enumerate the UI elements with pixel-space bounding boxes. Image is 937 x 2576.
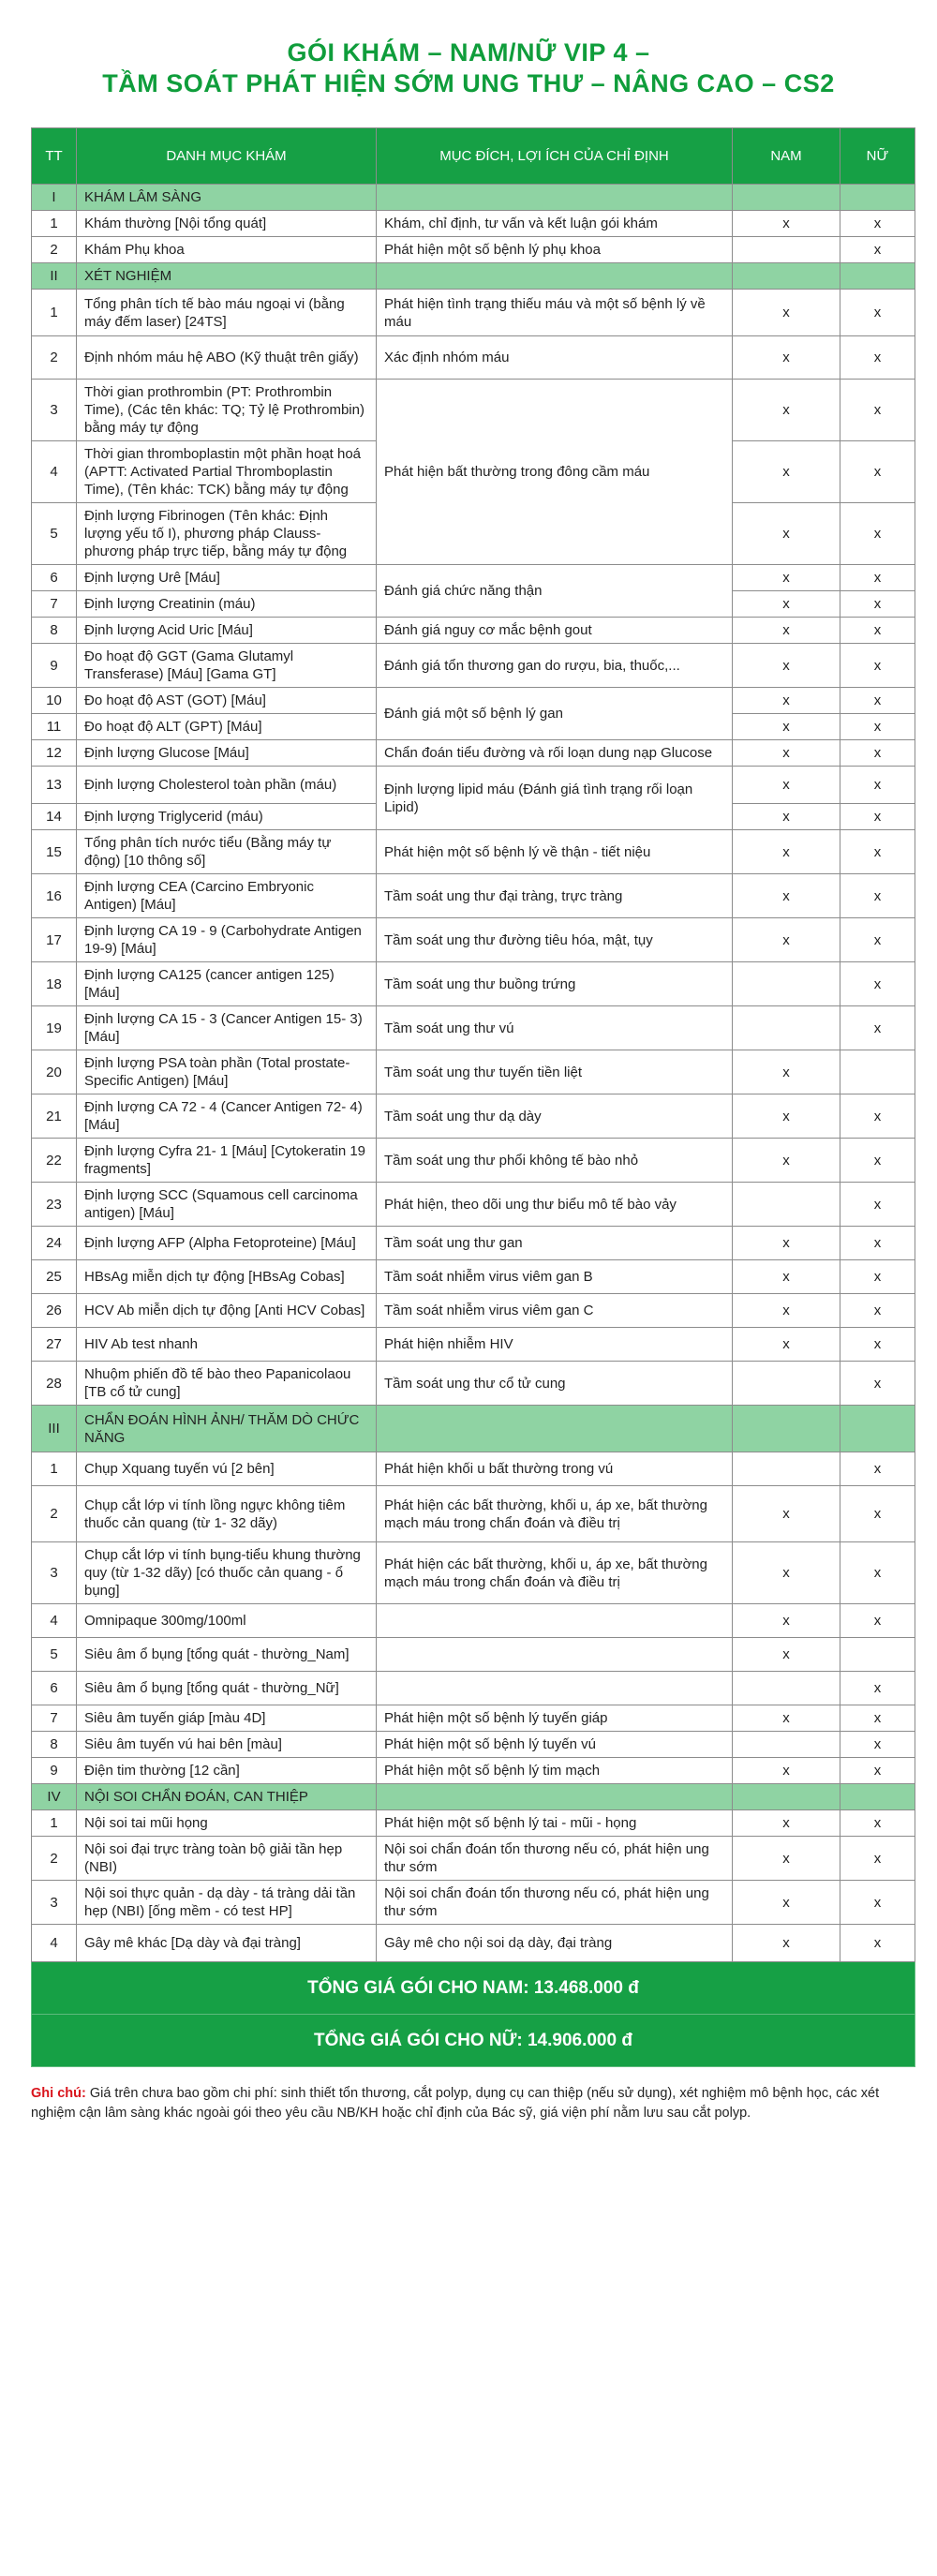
exam-item: Định lượng Fibrinogen (Tên khác: Định lượng yếu tố I), phương pháp Clauss- phương pháp trực tiếp, bằng máy tự động	[77, 503, 377, 565]
exam-item: Định lượng Cholesterol toàn phần (máu)	[77, 767, 377, 804]
nu-mark: x	[840, 441, 915, 503]
row-number: 5	[32, 503, 77, 565]
nam-mark: x	[733, 618, 840, 644]
row-number: 8	[32, 618, 77, 644]
table-row	[32, 740, 915, 767]
exam-purpose: Tầm soát ung thư tuyến tiền liệt	[377, 1050, 733, 1094]
table-row	[32, 1542, 915, 1604]
nam-mark: x	[733, 1881, 840, 1925]
nu-mark: x	[840, 962, 915, 1006]
row-number: 10	[32, 688, 77, 714]
exam-item: Định lượng Cyfra 21- 1 [Máu] [Cytokeratin 19 fragments]	[77, 1139, 377, 1183]
exam-item: Omnipaque 300mg/100ml	[77, 1604, 377, 1638]
section-row	[32, 1784, 915, 1810]
section-row	[32, 263, 915, 290]
table-row	[32, 874, 915, 918]
nu-mark: x	[840, 1139, 915, 1183]
row-number: 24	[32, 1227, 77, 1260]
table-row	[32, 1925, 915, 1962]
row-number: 6	[32, 565, 77, 591]
table-row	[32, 290, 915, 336]
table-row	[32, 336, 915, 380]
exam-item: Tổng phân tích nước tiểu (Bằng máy tự động) [10 thông số]	[77, 830, 377, 874]
nam-mark: x	[733, 804, 840, 830]
row-number: 25	[32, 1260, 77, 1294]
nam-mark: x	[733, 740, 840, 767]
nu-mark: x	[840, 918, 915, 962]
exam-item: Chụp cắt lớp vi tính lồng ngực không tiêm thuốc cản quang (từ 1- 32 dãy)	[77, 1486, 377, 1542]
exam-purpose: Đánh giá nguy cơ mắc bệnh gout	[377, 618, 733, 644]
nam-mark: x	[733, 591, 840, 618]
exam-item: Nội soi đại trực tràng toàn bộ giải tần hẹp (NBI)	[77, 1837, 377, 1881]
nam-mark: x	[733, 441, 840, 503]
table-row	[32, 1758, 915, 1784]
nu-mark: x	[840, 767, 915, 804]
exam-purpose: Phát hiện nhiễm HIV	[377, 1328, 733, 1362]
row-number: 2	[32, 1486, 77, 1542]
exam-purpose: Đánh giá tổn thương gan do rượu, bia, thuốc,...	[377, 644, 733, 688]
row-number: 4	[32, 1925, 77, 1962]
section-fill	[840, 263, 915, 290]
table-row	[32, 644, 915, 688]
exam-purpose: Phát hiện khối u bất thường trong vú	[377, 1452, 733, 1486]
exam-item: Định lượng Glucose [Máu]	[77, 740, 377, 767]
section-fill	[733, 185, 840, 211]
header-nam: NAM	[733, 128, 840, 185]
section-fill	[377, 1784, 733, 1810]
exam-purpose: Xác định nhóm máu	[377, 336, 733, 380]
nu-mark: x	[840, 1486, 915, 1542]
exam-item: Siêu âm ổ bụng [tổng quát - thường_Nam]	[77, 1638, 377, 1672]
nam-mark	[733, 1362, 840, 1406]
section-fill	[377, 185, 733, 211]
exam-purpose: Tầm soát ung thư đại tràng, trực tràng	[377, 874, 733, 918]
exam-item: Đo hoạt độ ALT (GPT) [Máu]	[77, 714, 377, 740]
table-row	[32, 565, 915, 591]
row-number: 2	[32, 237, 77, 263]
table-row	[32, 1050, 915, 1094]
table-row	[32, 1810, 915, 1837]
nu-mark: x	[840, 618, 915, 644]
section-name: KHÁM LÂM SÀNG	[77, 185, 377, 211]
nu-mark: x	[840, 688, 915, 714]
nam-mark	[733, 962, 840, 1006]
exam-item: HIV Ab test nhanh	[77, 1328, 377, 1362]
table-body	[32, 185, 915, 1962]
table-row	[32, 688, 915, 714]
table-row	[32, 1294, 915, 1328]
page-title	[0, 37, 937, 99]
nam-mark	[733, 1732, 840, 1758]
nam-mark: x	[733, 767, 840, 804]
table-row	[32, 380, 915, 441]
nu-mark: x	[840, 1837, 915, 1881]
table-row	[32, 211, 915, 237]
nu-mark: x	[840, 644, 915, 688]
row-number: 21	[32, 1094, 77, 1139]
row-number: 7	[32, 591, 77, 618]
nam-mark: x	[733, 1050, 840, 1094]
nam-mark: x	[733, 644, 840, 688]
row-number: 4	[32, 441, 77, 503]
nam-mark: x	[733, 1638, 840, 1672]
nu-mark: x	[840, 1604, 915, 1638]
exam-purpose: Nội soi chẩn đoán tổn thương nếu có, phát hiện ung thư sớm	[377, 1837, 733, 1881]
nam-mark: x	[733, 336, 840, 380]
row-number: 14	[32, 804, 77, 830]
exam-item: Định lượng Acid Uric [Máu]	[77, 618, 377, 644]
footnote-label: Ghi chú:	[31, 2086, 86, 2101]
nu-mark: x	[840, 1810, 915, 1837]
nam-mark: x	[733, 565, 840, 591]
table-row	[32, 1139, 915, 1183]
exam-item: Định nhóm máu hệ ABO (Kỹ thuật trên giấy)	[77, 336, 377, 380]
nu-mark: x	[840, 380, 915, 441]
table-row	[32, 1705, 915, 1732]
exam-item: Nhuộm phiến đồ tế bào theo Papanicolaou [TB cổ tử cung]	[77, 1362, 377, 1406]
exam-purpose: Phát hiện các bất thường, khối u, áp xe, bất thường mạch máu trong chẩn đoán và điều trị	[377, 1486, 733, 1542]
title-line-1: GÓI KHÁM – NAM/NỮ VIP 4 –	[287, 38, 650, 67]
nam-mark: x	[733, 1925, 840, 1962]
nam-mark: x	[733, 1486, 840, 1542]
nam-mark: x	[733, 688, 840, 714]
nu-mark: x	[840, 211, 915, 237]
footnote	[31, 2084, 915, 2123]
row-number: 2	[32, 336, 77, 380]
nu-mark: x	[840, 1452, 915, 1486]
nam-mark: x	[733, 830, 840, 874]
table-row	[32, 962, 915, 1006]
nu-mark: x	[840, 1260, 915, 1294]
nam-mark: x	[733, 1294, 840, 1328]
nu-mark: x	[840, 1328, 915, 1362]
table-row	[32, 918, 915, 962]
total-nam: TỔNG GIÁ GÓI CHO NAM: 13.468.000 đ	[32, 1962, 915, 2015]
row-number: 22	[32, 1139, 77, 1183]
table-row	[32, 1638, 915, 1672]
nam-mark	[733, 1672, 840, 1705]
nu-mark: x	[840, 1758, 915, 1784]
exam-item: Tổng phân tích tế bào máu ngoại vi (bằng máy đếm laser) [24TS]	[77, 290, 377, 336]
exam-item: Siêu âm tuyến giáp [màu 4D]	[77, 1705, 377, 1732]
row-number: 6	[32, 1672, 77, 1705]
header-danh-muc: DANH MỤC KHÁM	[77, 128, 377, 185]
row-number: 4	[32, 1604, 77, 1638]
exam-item: Khám Phụ khoa	[77, 237, 377, 263]
nu-mark: x	[840, 1294, 915, 1328]
exam-purpose: Phát hiện một số bệnh lý tuyến giáp	[377, 1705, 733, 1732]
table-row	[32, 1183, 915, 1227]
row-number: 9	[32, 644, 77, 688]
section-fill	[733, 263, 840, 290]
exam-purpose: Tầm soát nhiễm virus viêm gan B	[377, 1260, 733, 1294]
section-name: XÉT NGHIỆM	[77, 263, 377, 290]
exam-item: Định lượng PSA toàn phần (Total prostate-Specific Antigen) [Máu]	[77, 1050, 377, 1094]
nam-mark: x	[733, 1260, 840, 1294]
total-row-nu	[32, 2015, 915, 2067]
nam-mark: x	[733, 211, 840, 237]
nu-mark: x	[840, 1732, 915, 1758]
section-fill	[840, 1406, 915, 1452]
section-fill	[840, 1784, 915, 1810]
table-row	[32, 1604, 915, 1638]
exam-item: HBsAg miễn dịch tự động [HBsAg Cobas]	[77, 1260, 377, 1294]
exam-item: Khám thường [Nội tổng quát]	[77, 211, 377, 237]
nu-mark	[840, 1638, 915, 1672]
nam-mark: x	[733, 1758, 840, 1784]
table-row	[32, 1227, 915, 1260]
section-roman: III	[32, 1406, 77, 1452]
row-number: 17	[32, 918, 77, 962]
section-fill	[733, 1406, 840, 1452]
table-row	[32, 1452, 915, 1486]
exam-purpose: Gây mê cho nội soi dạ dày, đại tràng	[377, 1925, 733, 1962]
section-name: NỘI SOI CHẨN ĐOÁN, CAN THIỆP	[77, 1784, 377, 1810]
exam-item: Nội soi thực quản - dạ dày - tá tràng dải tần hẹp (NBI) [ống mềm - có test HP]	[77, 1881, 377, 1925]
nu-mark: x	[840, 1094, 915, 1139]
exam-purpose: Tầm soát ung thư buồng trứng	[377, 962, 733, 1006]
nam-mark: x	[733, 1227, 840, 1260]
exam-purpose: Phát hiện bất thường trong đông cầm máu	[377, 380, 733, 565]
nam-mark: x	[733, 290, 840, 336]
nu-mark: x	[840, 1925, 915, 1962]
row-number: 12	[32, 740, 77, 767]
exam-purpose: Phát hiện một số bệnh lý về thận - tiết niệu	[377, 830, 733, 874]
exam-purpose: Tầm soát ung thư đường tiêu hóa, mật, tụy	[377, 918, 733, 962]
nam-mark	[733, 237, 840, 263]
table-row	[32, 830, 915, 874]
nu-mark: x	[840, 1006, 915, 1050]
row-number: 8	[32, 1732, 77, 1758]
exam-item: Điện tim thường [12 cần]	[77, 1758, 377, 1784]
exam-purpose: Chẩn đoán tiểu đường và rối loạn dung nạp Glucose	[377, 740, 733, 767]
exam-purpose: Đánh giá chức năng thận	[377, 565, 733, 618]
section-roman: I	[32, 185, 77, 211]
nu-mark: x	[840, 591, 915, 618]
row-number: 19	[32, 1006, 77, 1050]
table-row	[32, 767, 915, 804]
row-number: 1	[32, 211, 77, 237]
exam-item: Định lượng AFP (Alpha Fetoproteine) [Máu]	[77, 1227, 377, 1260]
section-roman: IV	[32, 1784, 77, 1810]
exam-purpose: Tầm soát ung thư vú	[377, 1006, 733, 1050]
row-number: 27	[32, 1328, 77, 1362]
row-number: 20	[32, 1050, 77, 1094]
exam-purpose: Nội soi chẩn đoán tổn thương nếu có, phát hiện ung thư sớm	[377, 1881, 733, 1925]
exam-item: Định lượng CA 72 - 4 (Cancer Antigen 72- 4) [Máu]	[77, 1094, 377, 1139]
row-number: 28	[32, 1362, 77, 1406]
nam-mark	[733, 1183, 840, 1227]
section-row	[32, 1406, 915, 1452]
exam-item: Siêu âm ổ bụng [tổng quát - thường_Nữ]	[77, 1672, 377, 1705]
row-number: 3	[32, 1881, 77, 1925]
table-row	[32, 1486, 915, 1542]
section-fill	[733, 1784, 840, 1810]
exam-purpose	[377, 1638, 733, 1672]
exam-item: Chụp cắt lớp vi tính bụng-tiểu khung thường quy (từ 1-32 dãy) [có thuốc cản quang - ổ bụng]	[77, 1542, 377, 1604]
totals	[32, 1962, 915, 2067]
total-row-nam	[32, 1962, 915, 2015]
exam-purpose: Phát hiện một số bệnh lý tim mạch	[377, 1758, 733, 1784]
nam-mark: x	[733, 1328, 840, 1362]
exam-item: HCV Ab miễn dịch tự động [Anti HCV Cobas]	[77, 1294, 377, 1328]
nu-mark: x	[840, 1672, 915, 1705]
exam-item: Định lượng CA 15 - 3 (Cancer Antigen 15- 3) [Máu]	[77, 1006, 377, 1050]
row-number: 9	[32, 1758, 77, 1784]
row-number: 23	[32, 1183, 77, 1227]
table-row	[32, 1881, 915, 1925]
nam-mark: x	[733, 1542, 840, 1604]
table-row	[32, 1672, 915, 1705]
nu-mark: x	[840, 874, 915, 918]
nu-mark: x	[840, 1362, 915, 1406]
nu-mark: x	[840, 290, 915, 336]
nu-mark: x	[840, 1227, 915, 1260]
table-row	[32, 1328, 915, 1362]
row-number: 5	[32, 1638, 77, 1672]
footnote-text: Giá trên chưa bao gồm chi phí: sinh thiết tổn thương, cắt polyp, dụng cụ can thiệp (nếu sử dụng), xét nghiệm mô bệnh học, các xét nghiệm cận lâm sàng khác ngoài gói theo yêu cầu NB/KH hoặc chỉ định của Bác sỹ, giá viện phí nằm lưu sau cắt polyp.	[31, 2086, 880, 2121]
exam-purpose: Khám, chỉ định, tư vấn và kết luận gói khám	[377, 211, 733, 237]
exam-purpose: Tầm soát nhiễm virus viêm gan C	[377, 1294, 733, 1328]
nam-mark	[733, 1452, 840, 1486]
exam-item: Thời gian prothrombin (PT: Prothrombin Time), (Các tên khác: TQ; Tỷ lệ Prothrombin) bằng máy tự động	[77, 380, 377, 441]
exam-purpose: Phát hiện tình trạng thiếu máu và một số bệnh lý về máu	[377, 290, 733, 336]
row-number: 1	[32, 1452, 77, 1486]
nam-mark: x	[733, 918, 840, 962]
nam-mark: x	[733, 1705, 840, 1732]
table-row	[32, 618, 915, 644]
exam-purpose: Phát hiện, theo dõi ung thư biểu mô tế bào vảy	[377, 1183, 733, 1227]
row-number: 18	[32, 962, 77, 1006]
exam-item: Thời gian thromboplastin một phần hoạt hoá (APTT: Activated Partial Thromboplastin Time), (Tên khác: TCK) bằng máy tự động	[77, 441, 377, 503]
exam-item: Đo hoạt độ GGT (Gama Glutamyl Transferase) [Máu] [Gama GT]	[77, 644, 377, 688]
exam-purpose: Phát hiện một số bệnh lý phụ khoa	[377, 237, 733, 263]
row-number: 11	[32, 714, 77, 740]
exam-item: Chụp Xquang tuyến vú [2 bên]	[77, 1452, 377, 1486]
nu-mark: x	[840, 1881, 915, 1925]
nam-mark: x	[733, 714, 840, 740]
nam-mark	[733, 1006, 840, 1050]
row-number: 3	[32, 1542, 77, 1604]
exam-purpose: Tầm soát ung thư phổi không tế bào nhỏ	[377, 1139, 733, 1183]
table-row	[32, 1006, 915, 1050]
table-row	[32, 1094, 915, 1139]
table-row	[32, 1732, 915, 1758]
table-row	[32, 1260, 915, 1294]
nu-mark: x	[840, 565, 915, 591]
row-number: 1	[32, 1810, 77, 1837]
exam-item: Đo hoạt độ AST (GOT) [Máu]	[77, 688, 377, 714]
exam-item: Định lượng CEA (Carcino Embryonic Antigen) [Máu]	[77, 874, 377, 918]
exam-table	[31, 127, 915, 2067]
nam-mark: x	[733, 1837, 840, 1881]
exam-item: Định lượng SCC (Squamous cell carcinoma antigen) [Máu]	[77, 1183, 377, 1227]
exam-item: Siêu âm tuyến vú hai bên [màu]	[77, 1732, 377, 1758]
row-number: 3	[32, 380, 77, 441]
row-number: 7	[32, 1705, 77, 1732]
row-number: 2	[32, 1837, 77, 1881]
row-number: 26	[32, 1294, 77, 1328]
nam-mark: x	[733, 874, 840, 918]
total-nu: TỔNG GIÁ GÓI CHO NỮ: 14.906.000 đ	[32, 2015, 915, 2067]
nam-mark: x	[733, 1094, 840, 1139]
exam-purpose: Phát hiện một số bệnh lý tai - mũi - họng	[377, 1810, 733, 1837]
row-number: 15	[32, 830, 77, 874]
row-number: 16	[32, 874, 77, 918]
exam-purpose: Tầm soát ung thư dạ dày	[377, 1094, 733, 1139]
header-tt: TT	[32, 128, 77, 185]
exam-item: Định lượng Triglycerid (máu)	[77, 804, 377, 830]
nam-mark: x	[733, 1810, 840, 1837]
exam-item: Gây mê khác [Dạ dày và đại tràng]	[77, 1925, 377, 1962]
exam-item: Định lượng CA125 (cancer antigen 125) [Máu]	[77, 962, 377, 1006]
nu-mark	[840, 1050, 915, 1094]
exam-purpose: Phát hiện một số bệnh lý tuyến vú	[377, 1732, 733, 1758]
nam-mark: x	[733, 1139, 840, 1183]
exam-purpose: Tầm soát ung thư cổ tử cung	[377, 1362, 733, 1406]
header-muc-dich: MỤC ĐÍCH, LỢI ÍCH CỦA CHỈ ĐỊNH	[377, 128, 733, 185]
section-name: CHẨN ĐOÁN HÌNH ẢNH/ THĂM DÒ CHỨC NĂNG	[77, 1406, 377, 1452]
exam-item: Nội soi tai mũi họng	[77, 1810, 377, 1837]
nam-mark: x	[733, 380, 840, 441]
exam-table-wrap	[31, 127, 915, 2067]
exam-purpose: Đánh giá một số bệnh lý gan	[377, 688, 733, 740]
exam-purpose: Tầm soát ung thư gan	[377, 1227, 733, 1260]
exam-purpose: Định lượng lipid máu (Đánh giá tình trạng rối loạn Lipid)	[377, 767, 733, 830]
section-row	[32, 185, 915, 211]
row-number: 13	[32, 767, 77, 804]
nu-mark: x	[840, 714, 915, 740]
table-row	[32, 1837, 915, 1881]
exam-purpose	[377, 1604, 733, 1638]
section-fill	[377, 263, 733, 290]
nu-mark: x	[840, 503, 915, 565]
nu-mark: x	[840, 336, 915, 380]
exam-item: Định lượng Urê [Máu]	[77, 565, 377, 591]
nu-mark: x	[840, 237, 915, 263]
table-row	[32, 237, 915, 263]
exam-item: Định lượng Creatinin (máu)	[77, 591, 377, 618]
nu-mark: x	[840, 830, 915, 874]
exam-item: Định lượng CA 19 - 9 (Carbohydrate Antigen 19-9) [Máu]	[77, 918, 377, 962]
nu-mark: x	[840, 1183, 915, 1227]
section-roman: II	[32, 263, 77, 290]
table-header-row	[32, 128, 915, 185]
exam-purpose: Phát hiện các bất thường, khối u, áp xe, bất thường mạch máu trong chẩn đoán và điều trị	[377, 1542, 733, 1604]
nu-mark: x	[840, 804, 915, 830]
nam-mark: x	[733, 1604, 840, 1638]
row-number: 1	[32, 290, 77, 336]
table-row	[32, 1362, 915, 1406]
section-fill	[840, 185, 915, 211]
header-nu: NỮ	[840, 128, 915, 185]
nu-mark: x	[840, 1542, 915, 1604]
nu-mark: x	[840, 1705, 915, 1732]
title-line-2: TẦM SOÁT PHÁT HIỆN SỚM UNG THƯ – NÂNG CAO – CS2	[102, 69, 835, 97]
nam-mark: x	[733, 503, 840, 565]
exam-purpose	[377, 1672, 733, 1705]
section-fill	[377, 1406, 733, 1452]
nu-mark: x	[840, 740, 915, 767]
